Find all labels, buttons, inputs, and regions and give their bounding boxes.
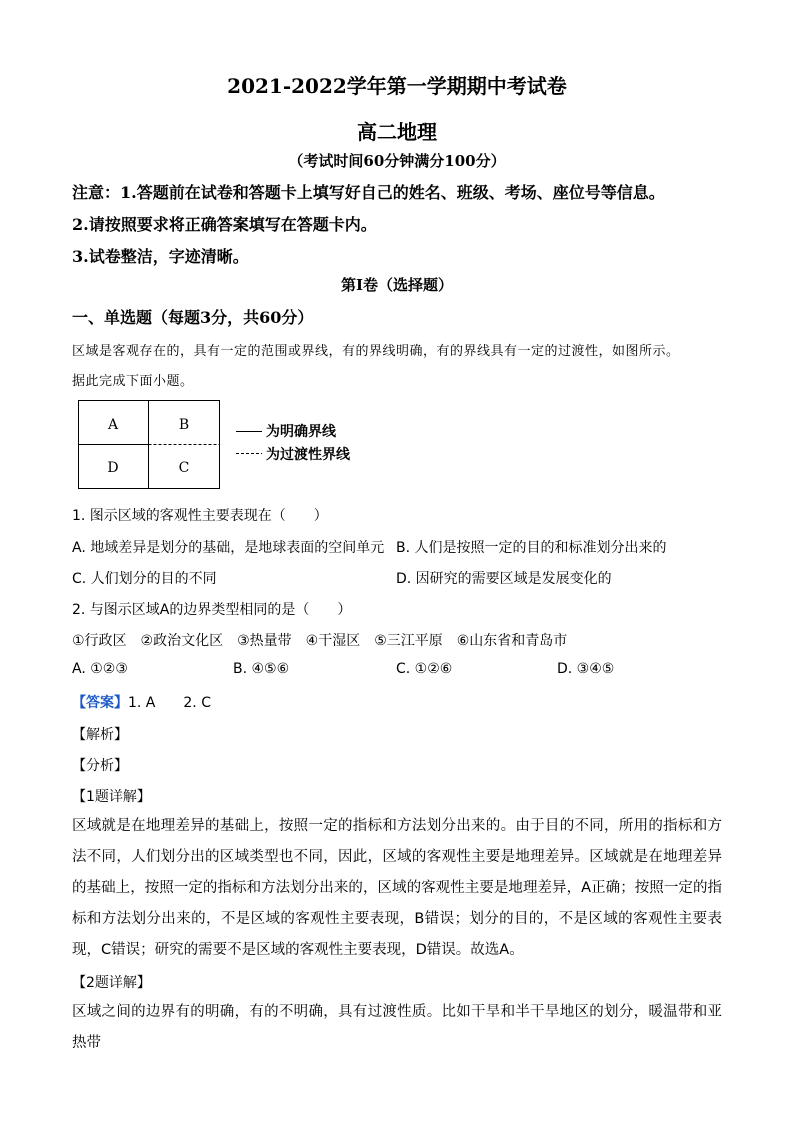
summary-tag: 【分析】 <box>72 758 128 774</box>
question-1-option-b: B. 人们是按照一定的目的和标准划分出来的 <box>396 540 667 556</box>
region-boundary-diagram <box>78 400 378 500</box>
question-2-option-b: B. ④⑤⑥ <box>233 661 290 677</box>
region-diagram-svg <box>78 400 378 495</box>
answer-bracket-close: 】 <box>114 695 128 711</box>
question-2-option-a: A. ①②③ <box>72 661 128 677</box>
detail-2-text: 区域之间的边界有的明确，有的不明确，具有过渡性质。比如干旱和半干旱地区的划分，暖温带和亚热带 <box>72 1004 722 1051</box>
detail-2-tag: 【2题详解】 <box>72 975 151 991</box>
answer-bracket-open: 【 <box>72 695 86 711</box>
notice-line-2: 2.请按照要求将正确答案填写在答题卡内。 <box>72 215 377 234</box>
question-1-option-d: D. 因研究的需要区域是发展变化的 <box>396 571 612 587</box>
region-label-d: D <box>107 460 119 476</box>
analysis-tag: 【解析】 <box>72 727 128 743</box>
answer-text: 1. A 2. C <box>128 695 211 711</box>
region-label-b: B <box>178 417 190 433</box>
answer-label: 答案 <box>86 695 114 711</box>
legend-solid-label: 为明确界线 <box>266 424 336 440</box>
question-2-option-d: D. ③④⑤ <box>557 661 615 677</box>
question-2-option-c: C. ①②⑥ <box>396 661 453 677</box>
exam-title: 2021-2022学年第一学期期中考试卷 <box>227 74 567 98</box>
intro-line-1: 区域是客观存在的，具有一定的范围或界线，有的界线明确，有的界线具有一定的过渡性，如图所示。 <box>72 344 680 359</box>
detail-1-tag: 【1题详解】 <box>72 789 151 805</box>
question-1-stem: 1. 图示区域的客观性主要表现在（ ） <box>72 508 328 524</box>
question-1-option-c: C. 人们划分的目的不同 <box>72 571 217 587</box>
section-title: 第Ⅰ卷（选择题） <box>340 276 454 294</box>
question-1-option-a: A. 地域差异是划分的基础，是地球表面的空间单元 <box>72 540 385 556</box>
answer-line <box>72 692 211 712</box>
detail-1-text: 区域就是在地理差异的基础上，按照一定的指标和方法划分出来的。由于目的不同，所用的指标和方法不同，人们划分出的区域类型也不同，因此，区域的客观性主要是地理差异。区域就是在地理差异的基础上，按照一定的指标和方法划分出来的，区域的客观性主要是地理差异，A正确；按照一定的指标和方法划分出来的，不是区域的客观性主要表现，B错误；划分的目的，不是区域的客观性主要表现，C错误；研究的需要不是区域的客观性主要表现，D错误。故选A。 <box>72 818 722 958</box>
question-2-items: ①行政区 ②政治文化区 ③热量带 ④干湿区 ⑤三江平原 ⑥山东省和青岛市 <box>72 633 568 649</box>
question-2-stem: 2. 与图示区域A的边界类型相同的是（ ） <box>72 602 352 618</box>
part-title: 一、单选题（每题3分，共60分） <box>72 308 314 327</box>
region-label-c: C <box>178 460 190 476</box>
exam-subject: 高二地理 <box>357 120 437 144</box>
exam-timing: （考试时间60分钟满分100分） <box>288 152 506 170</box>
intro-line-2: 据此完成下面小题。 <box>72 374 194 389</box>
notice-line-3: 3.试卷整洁，字迹清晰。 <box>72 247 249 266</box>
notice-line-1: 注意：1.答题前在试卷和答题卡上填写好自己的姓名、班级、考场、座位号等信息。 <box>72 183 665 202</box>
legend-dashed-label: 为过渡性界线 <box>266 447 350 463</box>
region-label-a: A <box>107 417 119 433</box>
